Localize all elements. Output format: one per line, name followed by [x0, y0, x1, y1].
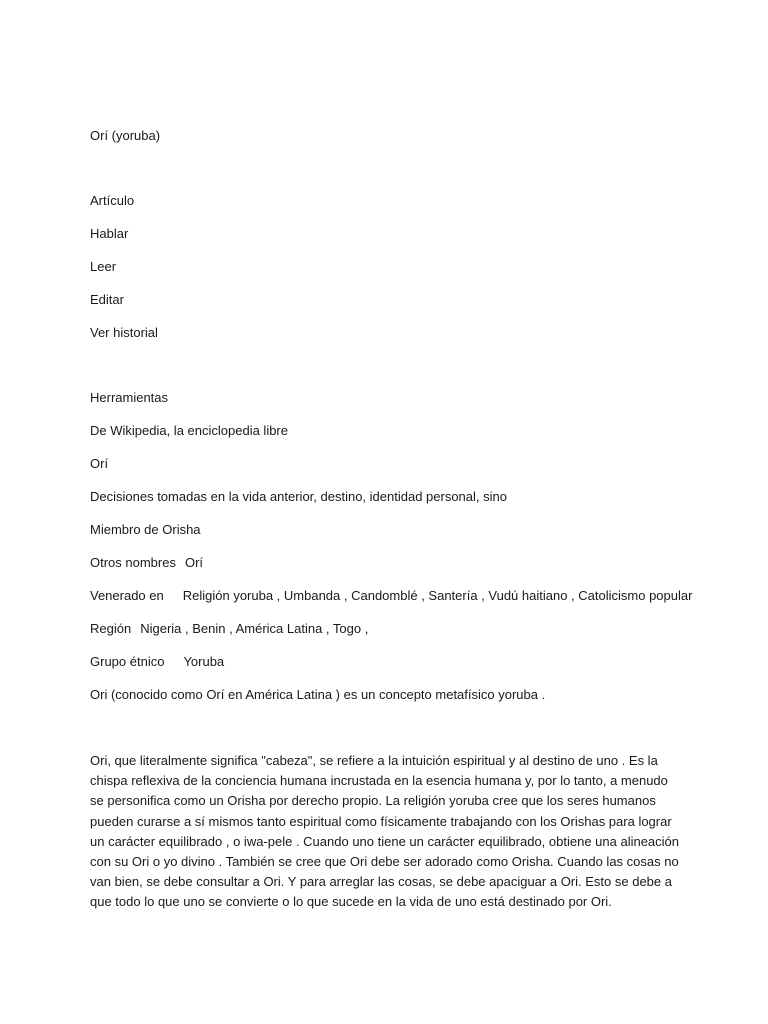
ethnic-group-value: Yoruba	[183, 654, 225, 669]
venerated-label: Venerado en	[90, 588, 164, 603]
venerated-value: Religión yoruba , Umbanda , Candomblé , Santería , Vudú haitiano , Catolicismo popular	[182, 588, 693, 603]
nav-item-editar: Editar	[90, 292, 124, 307]
source-line: De Wikipedia, la enciclopedia libre	[90, 423, 288, 438]
infobox-name: Orí	[90, 456, 109, 471]
other-names-label: Otros nombres	[90, 555, 176, 570]
tools-label: Herramientas	[90, 390, 169, 405]
infobox-member: Miembro de Orisha	[90, 522, 201, 537]
infobox-other-names	[90, 555, 203, 571]
nav-item-leer: Leer	[90, 259, 117, 274]
other-names-value: Orí	[184, 555, 204, 570]
intro-sentence: Ori (conocido como Orí en América Latina ) es un concepto metafísico yoruba .	[90, 687, 546, 702]
infobox-region	[90, 621, 368, 637]
infobox-venerated	[90, 588, 692, 604]
infobox-domains: Decisiones tomadas en la vida anterior, destino, identidad personal, sino	[90, 489, 507, 504]
ethnic-group-label: Grupo étnico	[90, 654, 165, 669]
document-title: Orí (yoruba)	[90, 128, 161, 143]
region-value: Nigeria , Benin , América Latina , Togo ,	[140, 621, 369, 636]
infobox-ethnic-group	[90, 654, 224, 670]
nav-item-hablar: Hablar	[90, 226, 129, 241]
nav-item-ver-historial: Ver historial	[90, 325, 158, 340]
nav-item-articulo: Artículo	[90, 193, 135, 208]
region-label: Región	[90, 621, 132, 636]
body-paragraph: Ori, que literalmente significa "cabeza", se refiere a la intuición espiritual y al destino de uno . Es la chispa reflexiva de la conciencia humana incrustada en la esencia humana y, por lo tanto, a menudo se personifica como un Orisha por derecho propio. La religión yoruba cree que los seres humanos pueden curarse a sí mismos tanto espiritual como físicamente trabajando con los Orishas para lograr un carácter equilibrado , o iwa-pele . Cuando uno tiene un carácter equilibrado, obtiene una alineación con su Ori o yo divino . También se cree que Ori debe ser adorado como Orisha. Cuando las cosas no van bien, se debe consultar a Ori. Y para arreglar las cosas, se debe apaciguar a Ori. Esto se debe a que todo lo que uno se convierte o lo que sucede en la vida de uno está destinado por Ori.	[90, 753, 680, 910]
